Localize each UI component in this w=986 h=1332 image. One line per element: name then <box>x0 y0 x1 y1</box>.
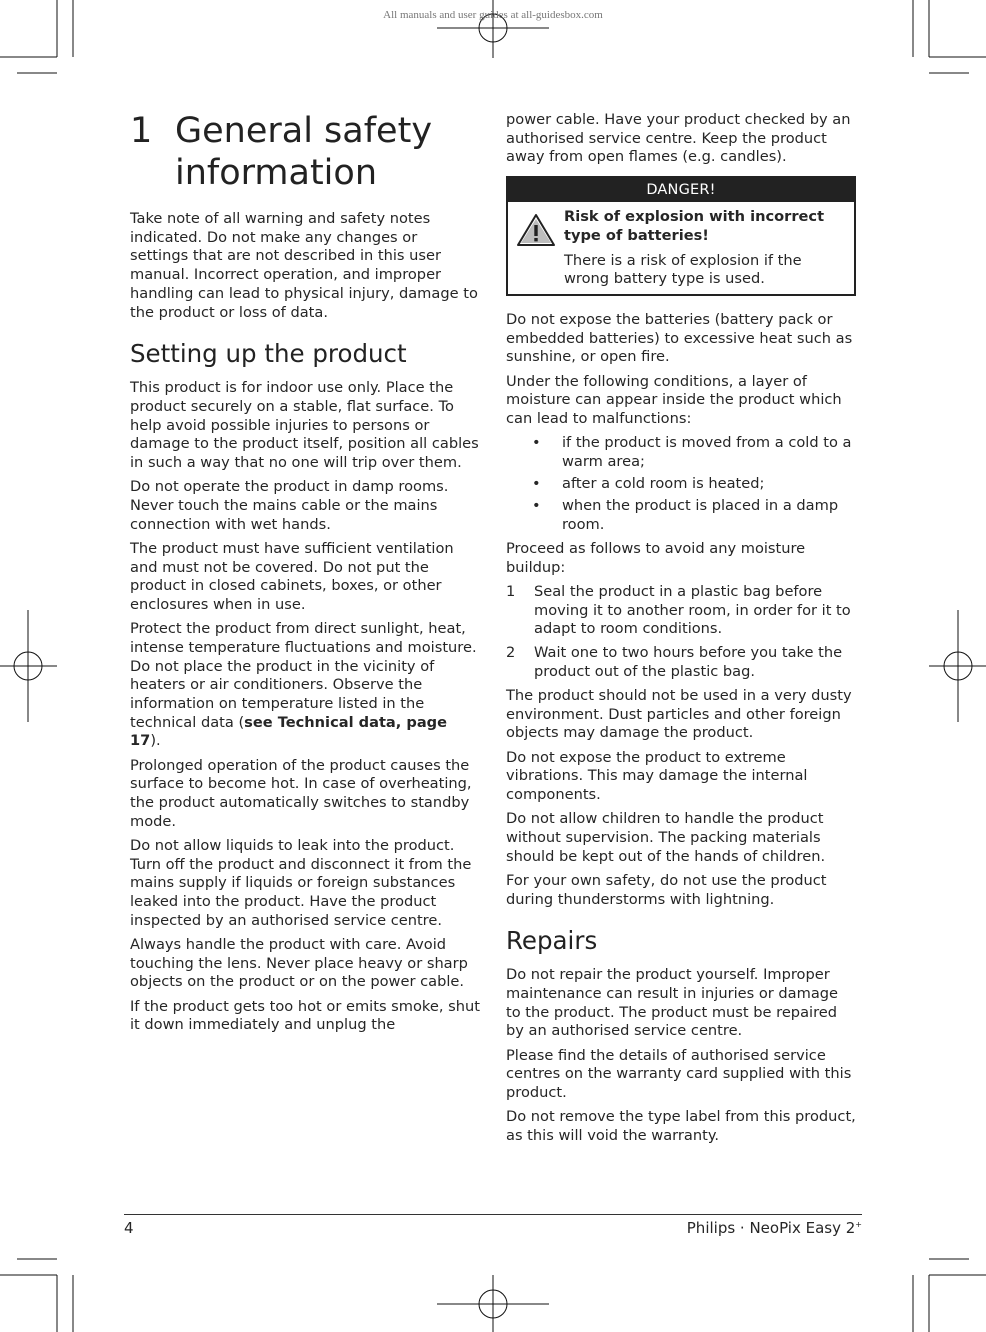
bullet-marker: • <box>532 497 541 515</box>
thunderstorm-paragraph: For your own safety, do not use the product during thunderstorms with lightning. <box>506 871 827 908</box>
intro-paragraph: Take note of all warning and safety notes indicated. Do not make any changes or settings that are not described in this user manual. Incorrect operation, and improper handling can lead to physical injury, damage to the product or loss of data. <box>130 210 478 321</box>
repairs-paragraph: Please find the details of authorised service centres on the warranty card supplied with this product. <box>506 1046 852 1102</box>
section-title-repairs: Repairs <box>506 926 598 956</box>
chapter-number: 1 <box>130 111 153 151</box>
step-text: Seal the product in a plastic bag before moving it to another room, in order for it to adapt to room conditions. <box>534 583 851 638</box>
step-number: 1 <box>506 583 516 601</box>
section-title-setup: Setting up the product <box>130 339 407 369</box>
footer-title-superscript: + <box>855 1220 862 1229</box>
dust-paragraph: The product should not be used in a very dusty environment. Dust particles and other foreign objects may damage the product. <box>506 687 852 742</box>
vibration-paragraph: Do not expose the product to extreme vibrations. This may damage the internal components. <box>506 748 808 804</box>
setup-paragraph-continued: power cable. Have your product checked by an authorised service centre. Keep the product away from open flames (e.g. candles). <box>506 111 851 166</box>
footer-title-text: Philips · NeoPix Easy 2 <box>686 1219 856 1237</box>
list-item-text: when the product is placed in a damp room. <box>562 497 839 533</box>
watermark: All manuals and user guides at all-guidesbox.com <box>383 9 603 21</box>
bullet-marker: • <box>532 434 541 452</box>
battery-paragraph: Do not expose the batteries (battery pack or embedded batteries) to excessive heat such as sunshine, or open fire. <box>506 310 853 366</box>
danger-title: Risk of explosion with incorrect type of batteries! <box>564 208 825 244</box>
setup-paragraph: Do not allow liquids to leak into the product. Turn off the product and disconnect it from the mains supply if liquids or foreign substances leaked into the product. Have the product inspected by an authorised service centre. <box>130 836 472 929</box>
setup-paragraph: Always handle the product with care. Avoid touching the lens. Never place heavy or sharp objects on the product or on the power cable. <box>130 935 468 991</box>
chapter-title: General safety information <box>175 111 433 193</box>
repairs-paragraph: Do not repair the product yourself. Improper maintenance can result in injuries or damage to the product. The product must be repaired by an authorised service centre. <box>506 966 839 1040</box>
setup-paragraph: Prolonged operation of the product causes the surface to become hot. In case of overheating, the product automatically switches to standby mode. <box>130 756 472 830</box>
children-paragraph: Do not allow children to handle the product without supervision. The packing materials should be kept out of the hands of children. <box>506 810 826 865</box>
danger-label: DANGER! <box>508 178 854 202</box>
text-fragment: Protect the product from direct sunlight, heat, intense temperature fluctuations and moisture. Do not place the product in the vicinity of heaters or air conditioners. Observe the information on temperature listed in the technical data ( <box>130 620 477 731</box>
text-fragment: ). <box>150 732 161 750</box>
page-number: 4 <box>124 1219 134 1237</box>
technical-data-link[interactable]: see Technical data, page 17 <box>130 713 448 750</box>
step-text: Wait one to two hours before you take the product out of the plastic bag. <box>534 644 843 680</box>
bullet-marker: • <box>532 475 541 493</box>
list-item-text: if the product is moved from a cold to a warm area; <box>562 434 852 470</box>
step-number: 2 <box>506 644 516 662</box>
proceed-paragraph: Proceed as follows to avoid any moisture buildup: <box>506 540 806 576</box>
danger-description: There is a risk of explosion if the wrong battery type is used. <box>564 251 802 288</box>
repairs-paragraph: Do not remove the type label from this product, as this will void the warranty. <box>506 1108 856 1144</box>
setup-paragraph: This product is for indoor use only. Place the product securely on a stable, flat surface. To help avoid possible injuries to persons or damage to the product itself, position all cables in such a way that no one will trip over them. <box>130 379 479 472</box>
setup-paragraph: If the product gets too hot or emits smoke, shut it down immediately and unplug the <box>130 997 480 1034</box>
setup-paragraph: The product must have sufficient ventilation and must not be covered. Do not put the product in closed cabinets, boxes, or other enclosures when in use. <box>130 539 454 613</box>
moisture-paragraph: Under the following conditions, a layer of moisture can appear inside the product which can lead to malfunctions: <box>506 372 842 427</box>
list-item-text: after a cold room is heated; <box>562 475 765 493</box>
setup-paragraph: Do not operate the product in damp rooms. Never touch the mains cable or the mains connection with wet hands. <box>130 478 449 533</box>
